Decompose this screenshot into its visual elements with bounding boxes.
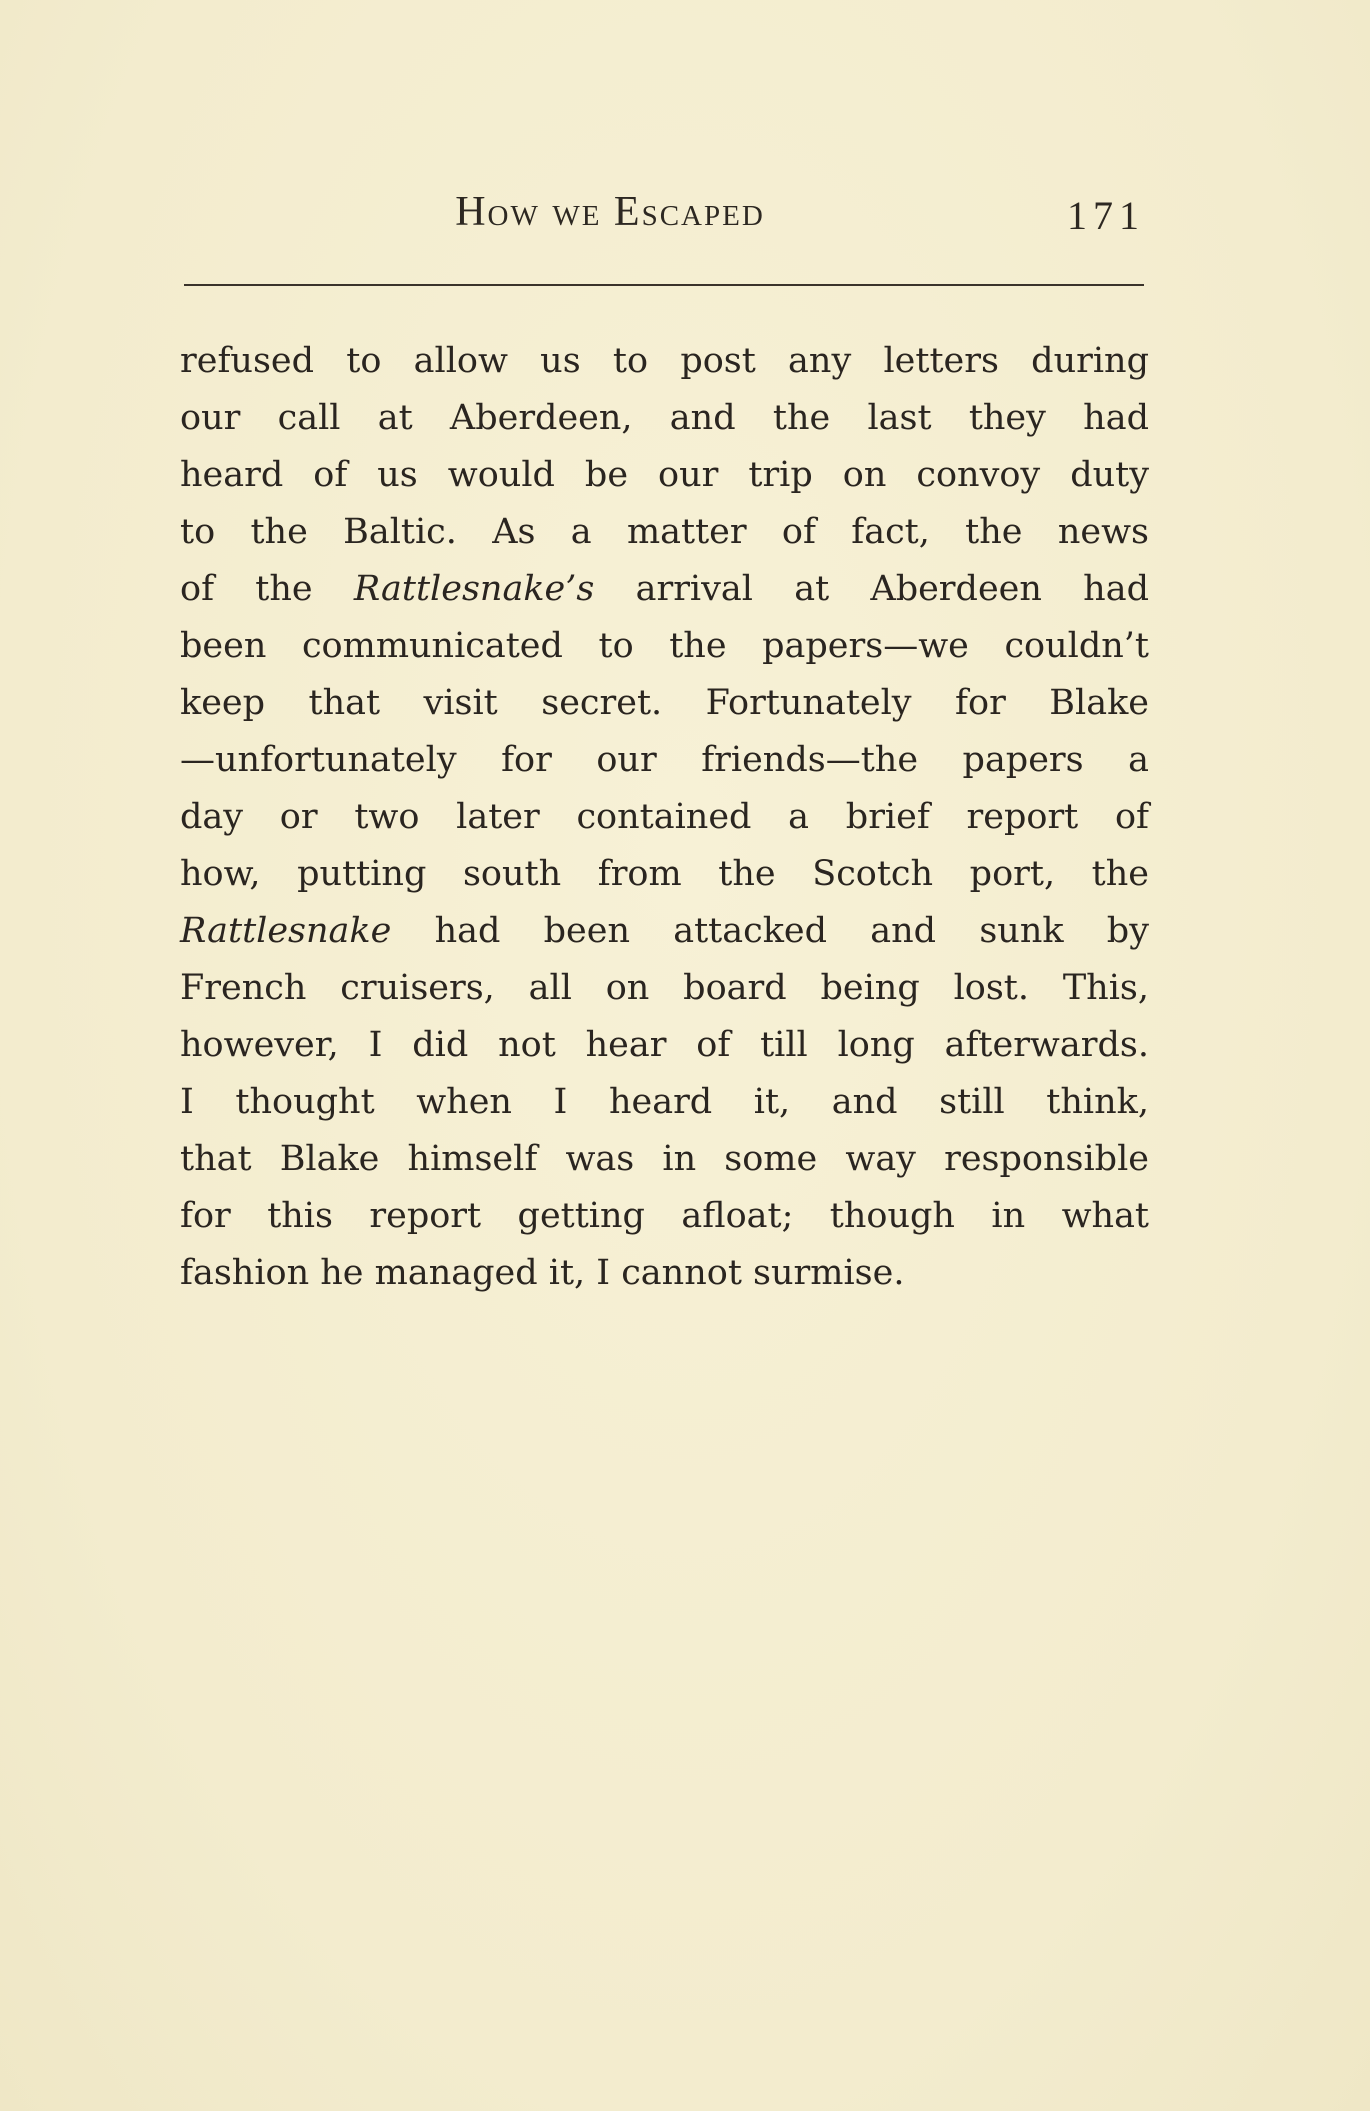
running-title: How we Escaped: [455, 189, 765, 235]
text-line: heard of us would be our trip on convoy duty: [180, 455, 1149, 495]
text-line: for this report getting afloat; though in what: [180, 1196, 1149, 1236]
text-line: refused to allow us to post any letters during: [180, 341, 1149, 381]
running-head: [180, 188, 1145, 248]
text-line: day or two later contained a brief report of: [180, 797, 1149, 837]
text-line: that Blake himself was in some way responsible: [180, 1139, 1149, 1179]
body-text: [180, 333, 1149, 1302]
text-line: how, putting south from the Scotch port, the: [180, 854, 1149, 894]
header-rule: [184, 284, 1144, 286]
text-line: French cruisers, all on board being lost. This,: [180, 968, 1149, 1008]
text-line-segment: arrival at Aberdeen had: [594, 569, 1149, 609]
text-line: fashion he managed it, I cannot surmise.: [180, 1253, 905, 1293]
text-line: been communicated to the papers—we couldn’t: [180, 626, 1149, 666]
text-line: I thought when I heard it, and still think,: [180, 1082, 1149, 1122]
text-line: —unfortunately for our friends—the papers a: [180, 740, 1149, 780]
ship-name-italic: Rattlesnake: [180, 911, 392, 951]
ship-name-italic: Rattlesnake’s: [353, 569, 595, 609]
text-line-segment: had been attacked and sunk by: [391, 911, 1149, 951]
text-line: [180, 561, 1149, 618]
text-line: our call at Aberdeen, and the last they had: [180, 398, 1149, 438]
text-line: however, I did not hear of till long afterwards.: [180, 1025, 1149, 1065]
text-line: [180, 903, 1149, 960]
text-line-segment: of the: [180, 569, 354, 609]
page-number: 171: [1067, 193, 1145, 238]
text-line: to the Baltic. As a matter of fact, the news: [180, 512, 1149, 552]
text-line: keep that visit secret. Fortunately for Blake: [180, 683, 1149, 723]
